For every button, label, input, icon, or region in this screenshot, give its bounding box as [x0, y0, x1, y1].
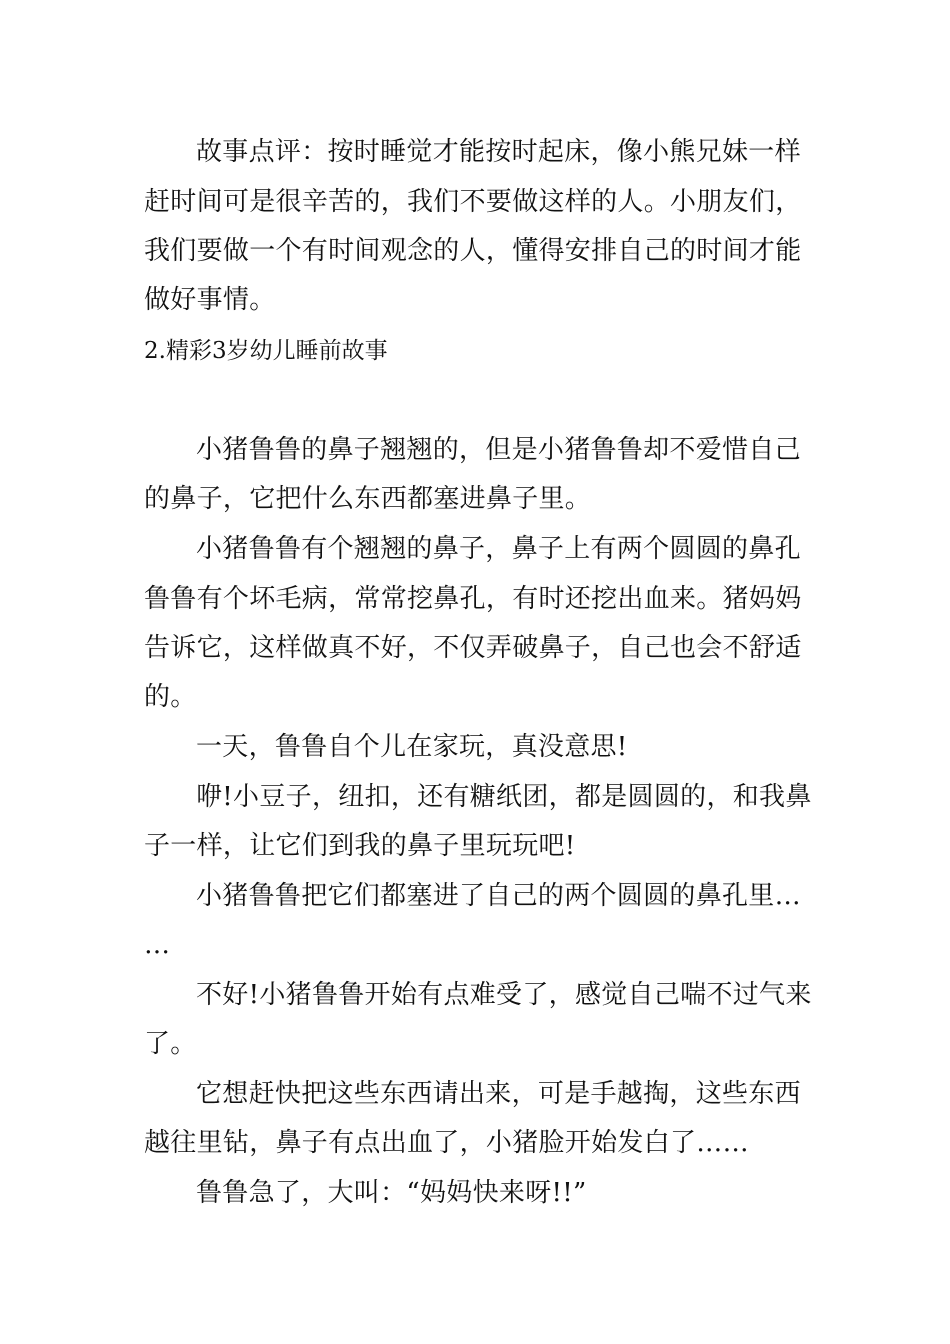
story-line-3: 小猪鲁鲁有个翘翘的鼻子，鼻子上有两个圆圆的鼻孔 — [196, 534, 801, 564]
story-line-14: 它想赶快把这些东西请出来，可是手越掏，这些东西 — [196, 1079, 801, 1109]
story-line-10: 小猪鲁鲁把它们都塞进了自己的两个圆圆的鼻孔里… — [196, 881, 801, 911]
story-line-7: 一天，鲁鲁自个儿在家玩，真没意思! — [196, 732, 628, 762]
review-line-1: 故事点评：按时睡觉才能按时起床，像小熊兄妹一样 — [196, 137, 801, 167]
story-line-16: 鲁鲁急了，大叫：“妈妈快来呀!!” — [196, 1178, 587, 1208]
story-line-8: 咿!小豆子，纽扣，还有糖纸团，都是圆圆的，和我鼻 — [196, 782, 812, 812]
story-line-6: 的。 — [144, 682, 197, 712]
story-line-11: … — [144, 930, 171, 960]
story-line-12: 不好!小猪鲁鲁开始有点难受了，感觉自己喘不过气来 — [196, 980, 812, 1010]
story-line-9: 子一样，让它们到我的鼻子里玩玩吧! — [144, 831, 576, 861]
story-line-13: 了。 — [144, 1029, 197, 1059]
section-heading: 2.精彩3岁幼儿睡前故事 — [144, 338, 388, 364]
review-line-3: 我们要做一个有时间观念的人，懂得安排自己的时间才能 — [144, 236, 802, 266]
review-line-2: 赶时间可是很辛苦的，我们不要做这样的人。小朋友们， — [144, 187, 802, 217]
story-line-1: 小猪鲁鲁的鼻子翘翘的，但是小猪鲁鲁却不爱惜自己 — [196, 435, 801, 465]
story-line-2: 的鼻子，它把什么东西都塞进鼻子里。 — [144, 484, 592, 514]
story-line-5: 告诉它，这样做真不好，不仅弄破鼻子，自己也会不舒适 — [144, 633, 802, 663]
story-line-15: 越往里钻，鼻子有点出血了，小猪脸开始发白了…… — [144, 1128, 749, 1158]
story-line-4: 鲁鲁有个坏毛病，常常挖鼻孔，有时还挖出血来。猪妈妈 — [144, 584, 802, 614]
review-line-4: 做好事情。 — [144, 285, 276, 315]
